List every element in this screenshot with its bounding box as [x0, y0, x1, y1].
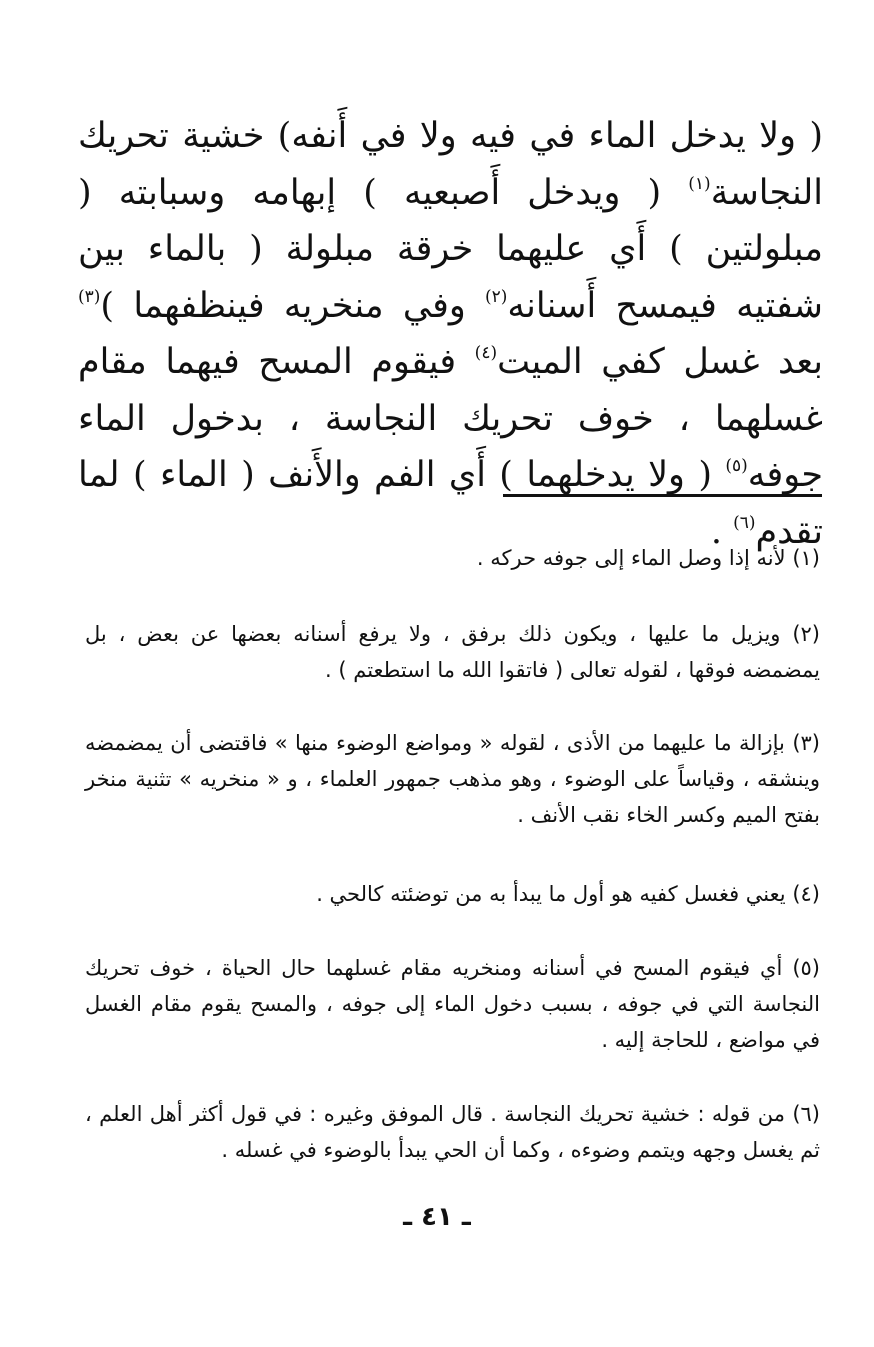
footnote-number: (٢) [792, 622, 820, 646]
footnote-text: يعني فغسل كفيه هو أول ما يبدأ به من توضئته كالحي . [316, 882, 786, 906]
footnote-text: من قوله : خشية تحريك النجاسة . قال الموفق وغيره : في قول أكثر أهل العلم ، ثم يغسل وجهه ويتمم وضوءه ، وكما أن الحي يبدأ بالوضوء في غسله . [85, 1102, 820, 1162]
footnote-ref-2: (٢) [485, 286, 508, 307]
main-paragraph [78, 108, 823, 560]
footnote-separator [503, 494, 822, 497]
page-number: ـ ٤١ ـ [403, 1202, 471, 1232]
footnote-text: لأنه إذا وصل الماء إلى جوفه حركه . [476, 546, 786, 570]
main-text-segment: ( ويدخل أَصبعيه ) إبهامه وسبابته ( مبلولتين ) أَي عليهما خرقة مبلولة ( بالماء بين شفتيه فيمسح أَسنانه [78, 172, 824, 326]
footnote-text: ويزيل ما عليها ، ويكون ذلك برفق ، ولا يرفع أسنانه بعضها عن بعض ، بل يمضمضه فوقها ، لقوله تعالى ( فاتقوا الله ما استطعتم ) . [85, 622, 820, 682]
footnote-1 [85, 540, 820, 576]
footnote-ref-1: (١) [688, 173, 711, 194]
footnote-2 [85, 616, 820, 688]
footnote-5 [85, 950, 820, 1058]
footnote-4 [85, 876, 820, 912]
main-text-segment: فيقوم المسح فيهما مقام غسلهما ، خوف تحريك النجاسة ، بدخول الماء جوفه [78, 342, 823, 495]
footnote-ref-3: (٣) [78, 286, 101, 307]
footnote-text: بإزالة ما عليهما من الأذى ، لقوله « ومواضع الوضوء منها » فاقتضى أن يمضمضه وينشقه ، وقياساً على الوضوء ، وهو مذهب جمهور العلماء ، و « منخريه » تثنية منخر بفتح الميم وكسر الخاء نقب الأنف . [85, 731, 820, 827]
main-text-segment: وفي منخريه فينظفهما ) [100, 285, 485, 326]
main-text-block [78, 108, 823, 560]
footnote-number: (٣) [792, 731, 820, 755]
footnote-ref-5: (٥) [725, 456, 748, 476]
footnote-ref-6: (٦) [733, 512, 756, 533]
footnote-3 [85, 725, 820, 833]
main-text-segment: بعد غسل كفي الميت [497, 342, 823, 382]
footnote-text: أي فيقوم المسح في أسنانه ومنخريه مقام غسلهما حال الحياة ، خوف تحريك النجاسة التي في جوفه ، بسبب دخول الماء إلى جوفه ، والمسح يقوم مقام الغسل في مواضع ، للحاجة إليه . [85, 956, 820, 1052]
footnote-number: (٤) [792, 882, 820, 906]
footnote-number: (٥) [792, 956, 820, 980]
footnote-number: (١) [792, 546, 820, 570]
main-text-segment: . [710, 511, 734, 552]
main-text-segment: ( ولا يدخلهما ) أَي الفم والأَنف ( الماء ) لما تقدم [78, 455, 823, 552]
footnote-number: (٦) [792, 1102, 820, 1126]
footnote-6 [85, 1096, 820, 1168]
main-text-segment: ( ولا يدخل الماء في فيه ولا في أَنفه) خشية تحريك النجاسة [78, 116, 823, 213]
footnote-ref-4: (٤) [474, 343, 498, 363]
